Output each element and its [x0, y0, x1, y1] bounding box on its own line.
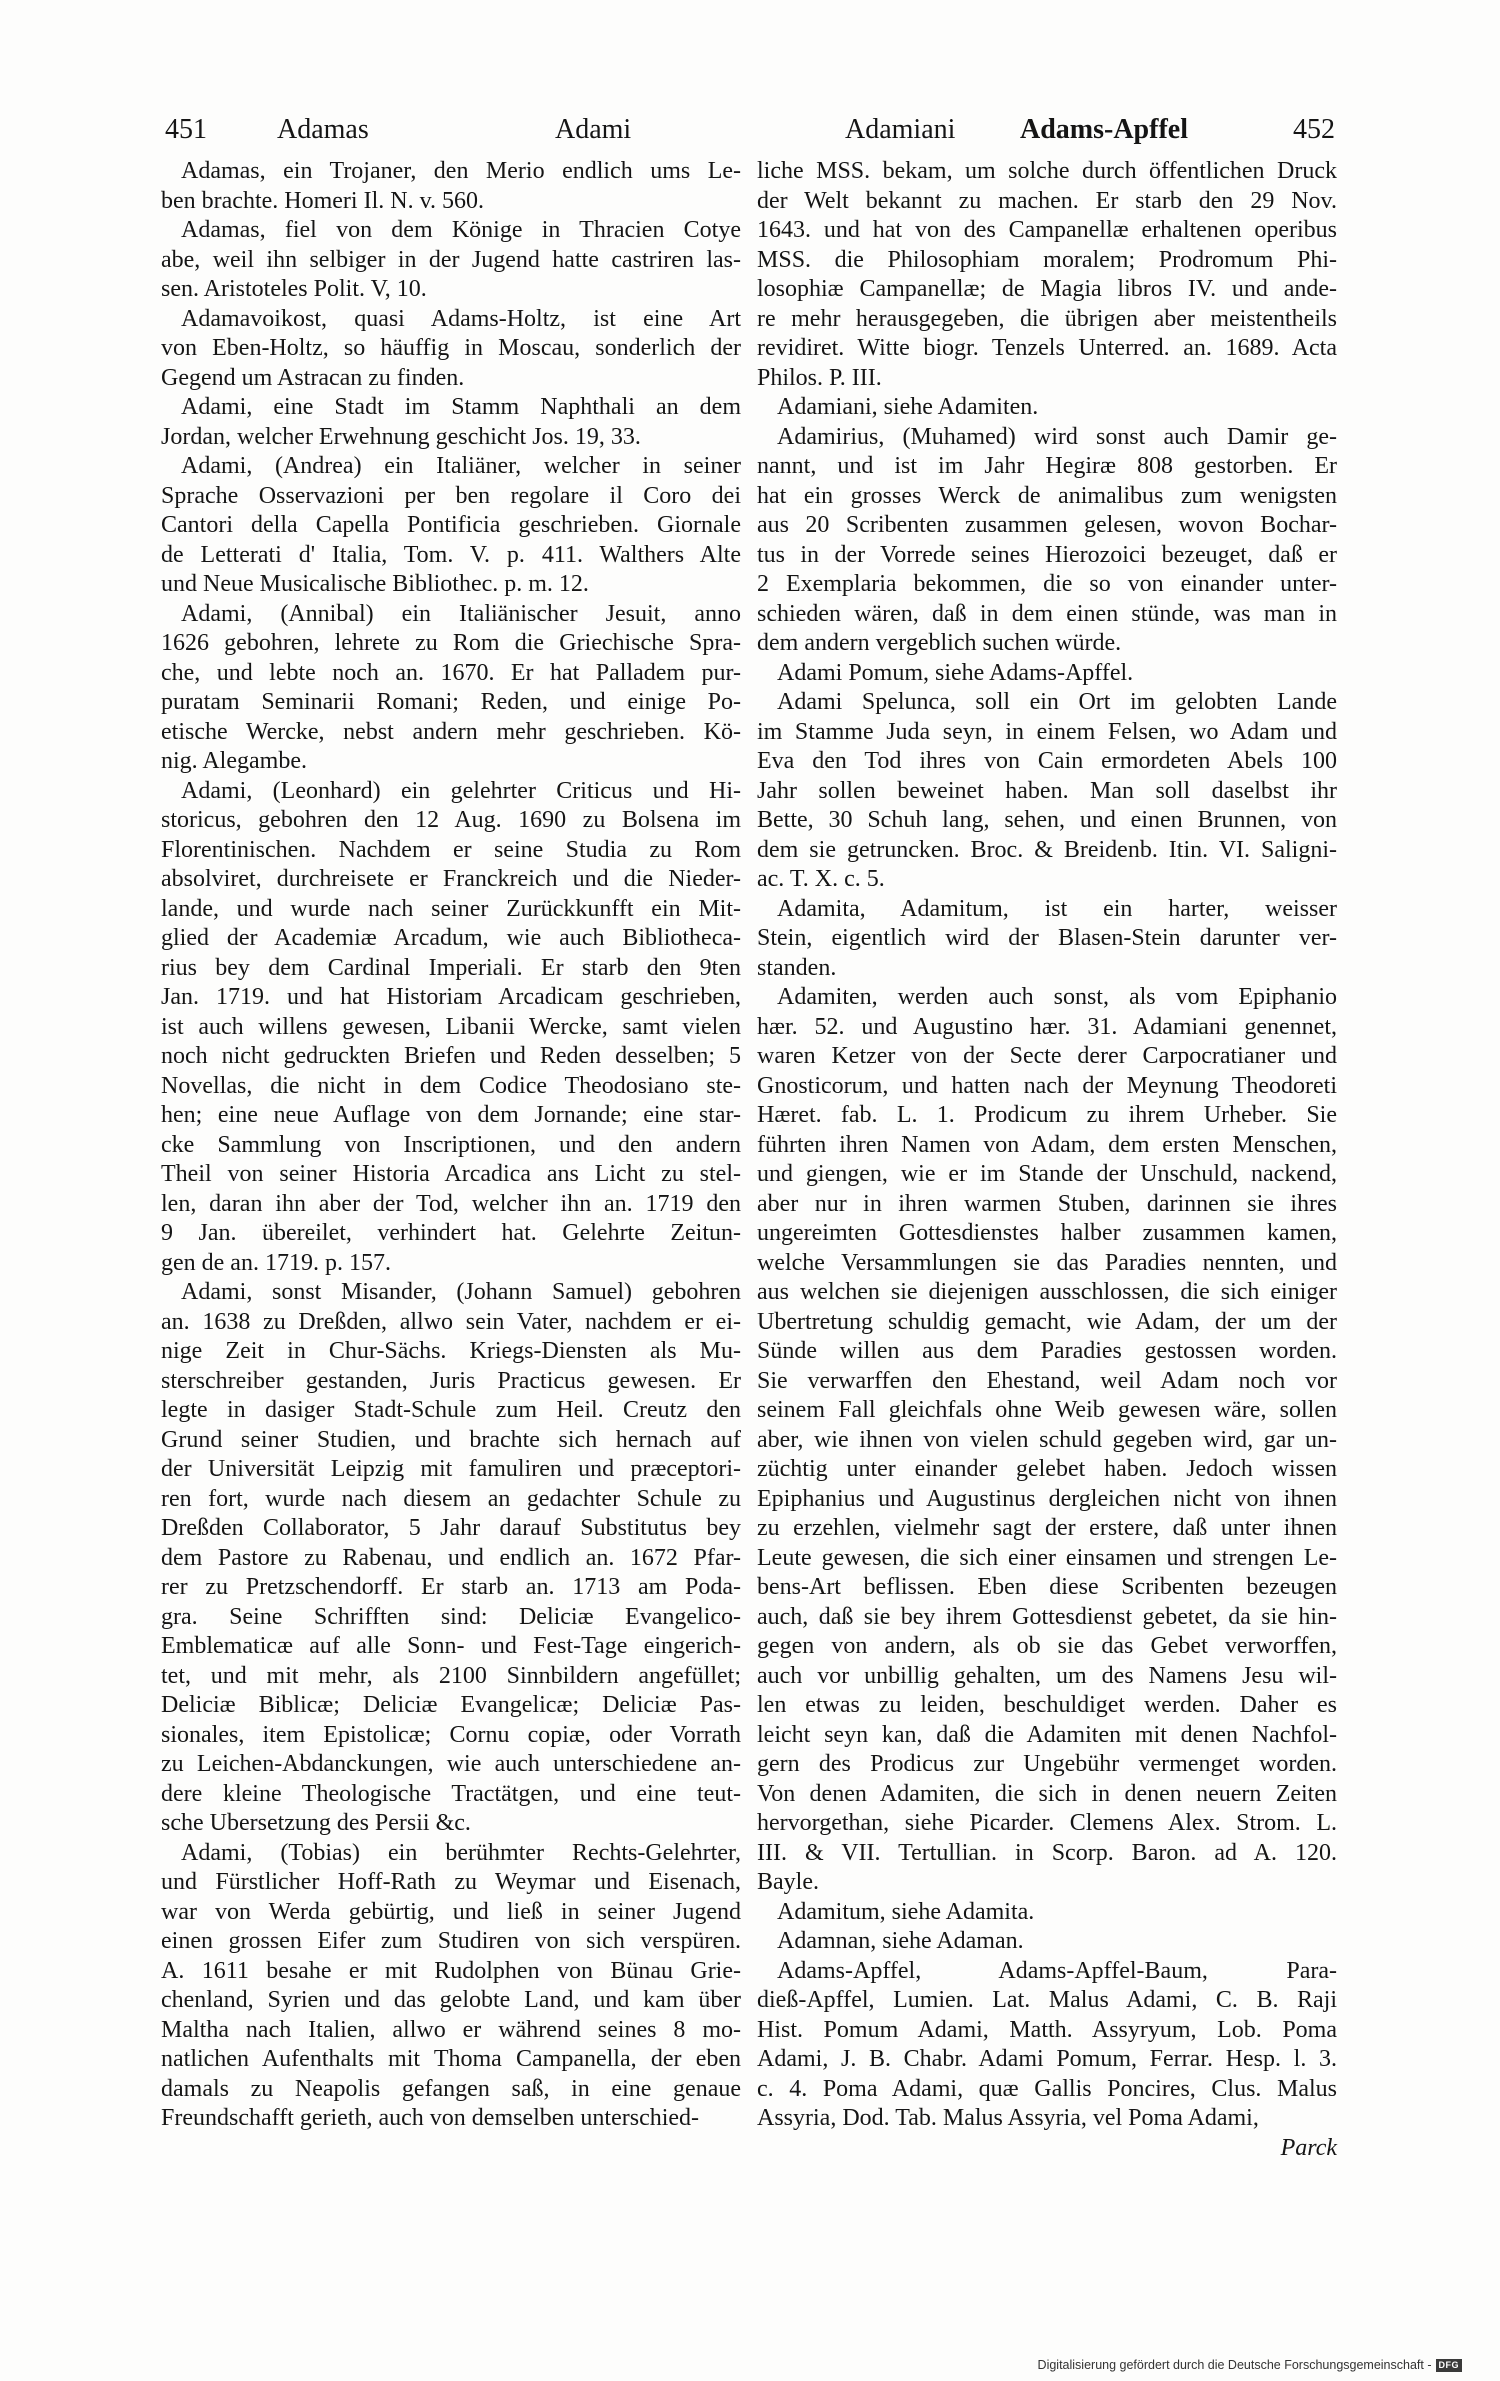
lexicon-entry: [757, 1957, 1337, 2134]
digitization-credit: [1038, 2356, 1462, 2374]
text-line: Dreßden Collaborator, 5 Jahr darauf Substitutus bey: [161, 1515, 741, 1541]
lexicon-entry: [161, 452, 741, 600]
text-line: Cantori della Capella Pontificia geschrieben. Giornale: [161, 512, 741, 538]
text-line: Adami, (Andrea) ein Italiäner, welcher in seiner: [181, 453, 741, 479]
page-number-right: 452: [1293, 114, 1335, 145]
lexicon-entry: [161, 600, 741, 777]
text-line: aus 20 Scribenten zusammen gelesen, wovon Bochar-: [757, 512, 1337, 538]
text-line: Sie verwarffen den Ehestand, weil Adam noch vor: [757, 1367, 1337, 1394]
running-head-right-last: Adams-Apffel: [1020, 114, 1188, 145]
text-line: Adami, sonst Misander, (Johann Samuel) gebohren: [181, 1279, 741, 1305]
lexicon-entry: [757, 895, 1337, 984]
text-line: 9 Jan. übereilet, verhindert hat. Gelehrte Zeitun-: [161, 1220, 741, 1246]
text-line: Novellas, die nicht in dem Codice Theodosiano ste-: [161, 1072, 741, 1099]
lexicon-entry: [757, 1898, 1337, 1928]
text-line: 1643. und hat von des Campanellæ erhaltenen operibus: [757, 217, 1337, 243]
text-line: etische Wercke, nebst andern mehr geschrieben. Kö-: [161, 718, 741, 745]
text-line: hat ein grosses Werck de animalibus zum wenigsten: [757, 482, 1337, 509]
text-line: Adamnan, siehe Adaman.: [777, 1928, 1024, 1954]
text-line: Jahr sollen beweinet haben. Man soll daselbst ihr: [757, 777, 1337, 804]
text-line: Ubertretung schuldig gemacht, wie Adam, der um der: [757, 1308, 1337, 1335]
text-line: Epiphanius und Augustinus dergleichen nicht von ihnen: [757, 1485, 1337, 1512]
text-line: Von denen Adamiten, die sich in denen neuern Zeiten: [757, 1780, 1337, 1807]
text-line: MSS. die Philosophiam moralem; Prodromum Phi-: [757, 246, 1337, 273]
dfg-logo: DFG: [1436, 2359, 1463, 2372]
text-line: Jordan, welcher Erwehnung geschicht Jos. 19, 33.: [161, 423, 641, 450]
text-line: rer zu Pretzschendorff. Er starb an. 1713 am Poda-: [161, 1574, 741, 1600]
text-line: legte in dasiger Stadt-Schule zum Heil. Creutz den: [161, 1397, 741, 1423]
text-line: und giengen, wie er im Stande der Unschuld, nackend,: [757, 1161, 1337, 1187]
text-line: welche Versammlungen sie das Paradies nennten, und: [757, 1249, 1337, 1276]
lexicon-entry: [757, 1927, 1337, 1957]
text-line: Adamavoikost, quasi Adams-Holtz, ist eine Art: [181, 305, 741, 332]
text-line: Sprache Osservazioni per ben regolare il Coro dei: [161, 482, 741, 509]
lexicon-entry: [161, 777, 741, 1279]
text-line: waren Ketzer von der Secte derer Carpocratianer und: [757, 1043, 1337, 1069]
text-line: Hist. Pomum Adami, Matth. Assyryum, Lob. Poma: [757, 2016, 1337, 2043]
text-line: sionales, item Epistolicæ; Cornu copiæ, oder Vorrath: [161, 1721, 741, 1748]
text-line: gen de an. 1719. p. 157.: [161, 1249, 391, 1276]
text-line: A. 1611 besahe er mit Rudolphen von Bünau Grie-: [161, 1957, 741, 1984]
text-line: an. 1638 zu Dreßden, allwo sein Vater, nachdem er ei-: [161, 1308, 741, 1335]
text-line: losophiæ Campanellæ; de Magia libros IV. und ande-: [757, 276, 1337, 302]
text-line: rius bey dem Cardinal Imperiali. Er starb den 9ten: [161, 954, 741, 981]
text-line: war von Werda gebürtig, und ließ in seiner Jugend: [161, 1898, 741, 1925]
lexicon-entry: [161, 216, 741, 305]
text-line: Adami Pomum, siehe Adams-Apffel.: [777, 659, 1134, 686]
text-line: che, und lebte noch an. 1670. Er hat Palladem pur-: [161, 659, 741, 686]
text-line: Adami, (Leonhard) ein gelehrter Criticus und Hi-: [181, 777, 741, 804]
text-line: Adamas, ein Trojaner, den Merio endlich ums Le-: [181, 158, 741, 184]
text-line: ben brachte. Homeri Il. N. v. 560.: [161, 187, 485, 214]
text-line: Adami, (Annibal) ein Italiänischer Jesuit, anno: [181, 600, 741, 627]
text-line: standen.: [757, 954, 837, 981]
text-line: Maltha nach Italien, allwo er während seines 8 mo-: [161, 2016, 741, 2043]
lexicon-entry: [757, 423, 1337, 659]
text-line: aber, wie ihnen von vielen schuld gegeben wird, gar un-: [757, 1426, 1337, 1453]
text-line: Adamas, fiel von dem Könige in Thracien Cotye: [181, 217, 741, 243]
text-line: auch, daß sie bey ihrem Gottesdienst gebetet, da sie hin-: [757, 1603, 1337, 1630]
text-line: schieden wären, daß in dem einen stünde, was man in: [757, 600, 1337, 627]
text-line: nig. Alegambe.: [161, 748, 307, 774]
right-text-column: [757, 157, 1337, 2163]
text-line: gra. Seine Schrifften sind: Deliciæ Evangelico-: [161, 1603, 741, 1630]
text-line: III. & VII. Tertullian. in Scorp. Baron. ad A. 120.: [757, 1839, 1337, 1866]
text-line: abe, weil ihn selbiger in der Jugend hatte castriren las-: [161, 246, 741, 273]
text-line: seinem Fall gleichfals ohne Weib gewesen wäre, sollen: [757, 1397, 1337, 1423]
text-line: Adamiani, siehe Adamiten.: [777, 394, 1039, 420]
text-line: cke Sammlung von Inscriptionen, und den andern: [161, 1131, 741, 1158]
text-line: Eva den Tod ihres von Cain ermordeten Abels 100: [757, 748, 1337, 774]
text-line: hær. 52. und Augustino hær. 31. Adamiani genennet,: [757, 1013, 1337, 1040]
text-line: Florentinischen. Nachdem er seine Studia zu Rom: [161, 836, 741, 863]
text-line: zu Leichen-Abdanckungen, wie auch unterschiedene an-: [161, 1751, 741, 1777]
text-line: Sünde willen aus dem Paradies gestossen worden.: [757, 1338, 1337, 1364]
text-line: im Stamme Juda seyn, in einem Felsen, wo Adam und: [757, 718, 1337, 745]
text-line: len etwas zu leiden, beschuldiget werden. Daher es: [757, 1692, 1337, 1718]
text-line: ungereimten Gottesdienstes halber zusammen kamen,: [757, 1220, 1337, 1246]
text-line: Deliciæ Biblicæ; Deliciæ Evangelicæ; Deliciæ Pas-: [161, 1692, 741, 1718]
running-head-right-first: Adamiani: [845, 114, 956, 145]
text-line: führten ihren Namen von Adam, dem ersten Menschen,: [757, 1131, 1337, 1158]
text-line: hen; eine neue Auflage von dem Jornande; eine star-: [161, 1102, 741, 1128]
text-line: damals zu Neapolis gefangen saß, in eine genaue: [161, 2075, 741, 2102]
text-line: Emblematicæ auf alle Sonn- und Fest-Tage eingerich-: [161, 1633, 741, 1659]
text-line: 2 Exemplaria bekommen, die so von einander unter-: [757, 571, 1337, 597]
lexicon-entry: [757, 659, 1337, 689]
text-line: Gegend um Astracan zu finden.: [161, 364, 465, 391]
lexicon-entry: [757, 393, 1337, 423]
text-line: Adami Spelunca, soll ein Ort im gelobten Lande: [777, 689, 1337, 715]
text-line: de Letterati d' Italia, Tom. V. p. 411. Walthers Alte: [161, 541, 741, 568]
text-line: leicht seyn kan, daß die Adamiten mit denen Nachfol-: [757, 1721, 1337, 1748]
text-line: züchtig unter einander gelebet haben. Jedoch wissen: [757, 1456, 1337, 1482]
text-line: Adami, eine Stadt im Stamm Naphthali an dem: [181, 394, 741, 420]
lexicon-entry: [161, 393, 741, 452]
text-line: revidiret. Witte biogr. Tenzels Unterred. an. 1689. Acta: [757, 335, 1337, 361]
lexicon-entry: [161, 1278, 741, 1839]
text-line: lande, und wurde nach seiner Zurückkunfft ein Mit-: [161, 895, 741, 922]
text-line: der Welt bekannt zu machen. Er starb den 29 Nov.: [757, 187, 1337, 214]
text-line: glied der Academiæ Arcadum, wie auch Bibliotheca-: [161, 925, 741, 951]
text-line: auch vor unbillig gehalten, um des Namens Jesu wil-: [757, 1662, 1337, 1689]
lexicon-entry: [161, 1839, 741, 2134]
text-line: Bayle.: [757, 1869, 819, 1895]
text-line: Adamita, Adamitum, ist ein harter, weisser: [777, 895, 1337, 922]
lexicon-entry: [757, 688, 1337, 895]
text-line: bens-Art beflissen. Eben diese Scribenten bezeugen: [757, 1574, 1337, 1600]
text-line: einen grossen Eifer zum Studiren von sich verspüren.: [161, 1928, 741, 1954]
text-line: Adamiten, werden auch sonst, als vom Epiphanio: [777, 984, 1337, 1010]
text-line: und Fürstlicher Hoff-Rath zu Weymar und Eisenach,: [161, 1869, 741, 1895]
text-line: re mehr herausgegeben, die übrigen aber meistentheils: [757, 305, 1337, 332]
credit-text: Digitalisierung gefördert durch die Deutsche Forschungsgemeinschaft -: [1037, 2358, 1432, 2372]
text-line: Adami, (Tobias) ein berühmter Rechts-Gelehrter,: [181, 1839, 741, 1866]
text-line: Stein, eigentlich wird der Blasen-Stein darunter ver-: [757, 925, 1337, 951]
running-head-left-last: Adami: [555, 114, 632, 145]
text-line: Bette, 30 Schuh lang, sehen, und einen Brunnen, von: [757, 807, 1337, 833]
text-line: dem sie getruncken. Broc. & Breidenb. Itin. VI. Saligni-: [757, 836, 1337, 863]
text-line: Adams-Apffel, Adams-Apffel-Baum, Para-: [777, 1957, 1337, 1984]
text-line: puratam Seminarii Romani; Reden, und einige Po-: [161, 689, 741, 715]
catchword: Parck: [1280, 2134, 1337, 2161]
text-line: sche Ubersetzung des Persii &c.: [161, 1810, 471, 1836]
left-text-column: [161, 157, 741, 2134]
text-line: dieß-Apffel, Lumien. Lat. Malus Adami, C. B. Raji: [757, 1987, 1337, 2013]
text-line: nannt, und ist im Jahr Hegiræ 808 gestorben. Er: [757, 453, 1337, 479]
text-line: tet, und mit mehr, als 2100 Sinnbildern angefüllet;: [161, 1662, 741, 1689]
continued-entry: [757, 157, 1337, 393]
text-line: 1626 gebohren, lehrete zu Rom die Griechische Spra-: [161, 630, 741, 656]
text-line: gern des Prodicus zur Ungebühr vermenget worden.: [757, 1751, 1337, 1777]
text-line: len, daran ihn aber der Tod, welcher ihn an. 1719 den: [161, 1190, 741, 1217]
text-line: zu erzehlen, vielmehr sagt der erstere, daß unter ihnen: [757, 1515, 1337, 1541]
text-line: dem andern vergeblich suchen würde.: [757, 630, 1122, 656]
text-line: aber nur in ihren warmen Stuben, darinnen sie ihres: [757, 1190, 1337, 1217]
text-line: chenland, Syrien und das gelobte Land, und kam über: [161, 1987, 741, 2013]
text-line: sterschreiber gestanden, Juris Practicus gewesen. Er: [161, 1367, 741, 1394]
running-head-left-first: Adamas: [277, 114, 369, 145]
text-line: storicus, gebohren den 12 Aug. 1690 zu Bolsena im: [161, 807, 741, 833]
text-line: Adamitum, siehe Adamita.: [777, 1898, 1035, 1925]
text-line: Theil von seiner Historia Arcadica ans Licht zu stel-: [161, 1161, 741, 1187]
text-line: Assyria, Dod. Tab. Malus Assyria, vel Poma Adami,: [757, 2105, 1259, 2131]
text-line: absolviret, durchreisete er Franckreich und die Nieder-: [161, 866, 741, 892]
text-line: dem Pastore zu Rabenau, und endlich an. 1672 Pfar-: [161, 1544, 741, 1571]
lexicon-entry: [161, 305, 741, 394]
text-line: noch nicht gedruckten Briefen und Reden desselben; 5: [161, 1043, 741, 1069]
text-line: aus welchen sie diejenigen ausschlossen, die sich einiger: [757, 1279, 1337, 1305]
text-line: sen. Aristoteles Polit. V, 10.: [161, 276, 427, 302]
text-line: Leute gewesen, die sich einer einsamen und strengen Le-: [757, 1544, 1337, 1571]
text-line: Freundschafft gerieth, auch von demselben unterschied-: [161, 2105, 700, 2131]
lexicon-entry: [757, 983, 1337, 1898]
text-line: dere kleine Theologische Tractätgen, und eine teut-: [161, 1780, 741, 1807]
lexicon-entry: [161, 157, 741, 216]
text-line: gegen von andern, als ob sie das Gebet verworffen,: [757, 1633, 1337, 1659]
page-number-left: 451: [165, 114, 207, 145]
text-line: Gnosticorum, und hatten nach der Meynung Theodoreti: [757, 1072, 1337, 1099]
text-line: und Neue Musicalische Bibliothec. p. m. 12.: [161, 571, 589, 597]
text-line: Adamirius, (Muhamed) wird sonst auch Damir ge-: [777, 423, 1337, 450]
text-line: hervorgethan, siehe Picarder. Clemens Alex. Strom. L.: [757, 1810, 1337, 1836]
text-line: Adami, J. B. Chabr. Adami Pomum, Ferrar. Hesp. l. 3.: [757, 2046, 1337, 2072]
text-line: nige Zeit in Chur-Sächs. Kriegs-Diensten als Mu-: [161, 1338, 741, 1364]
text-line: ac. T. X. c. 5.: [757, 866, 885, 892]
text-line: natlichen Aufenthalts mit Thoma Campanella, der eben: [161, 2046, 741, 2072]
text-line: Grund seiner Studien, und brachte sich hernach auf: [161, 1426, 741, 1453]
text-line: c. 4. Poma Adami, quæ Gallis Poncires, Clus. Malus: [757, 2075, 1337, 2102]
text-line: ren fort, wurde nach diesem an gedachter Schule zu: [161, 1485, 741, 1512]
text-line: Jan. 1719. und hat Historiam Arcadicam geschrieben,: [161, 984, 741, 1010]
text-line: tus in der Vorrede seines Hierozoici bezeuget, daß er: [757, 541, 1337, 568]
text-line: der Universität Leipzig mit famuliren und præceptori-: [161, 1456, 741, 1482]
text-line: Philos. P. III.: [757, 364, 882, 391]
text-line: liche MSS. bekam, um solche durch öffentlichen Druck: [757, 158, 1337, 184]
text-line: ist auch willens gewesen, Libanii Wercke, samt vielen: [161, 1013, 741, 1040]
text-line: Hæret. fab. L. 1. Prodicum zu ihrem Urheber. Sie: [757, 1102, 1337, 1128]
text-line: von Eben-Holtz, so häuffig in Moscau, sonderlich der: [161, 335, 741, 361]
